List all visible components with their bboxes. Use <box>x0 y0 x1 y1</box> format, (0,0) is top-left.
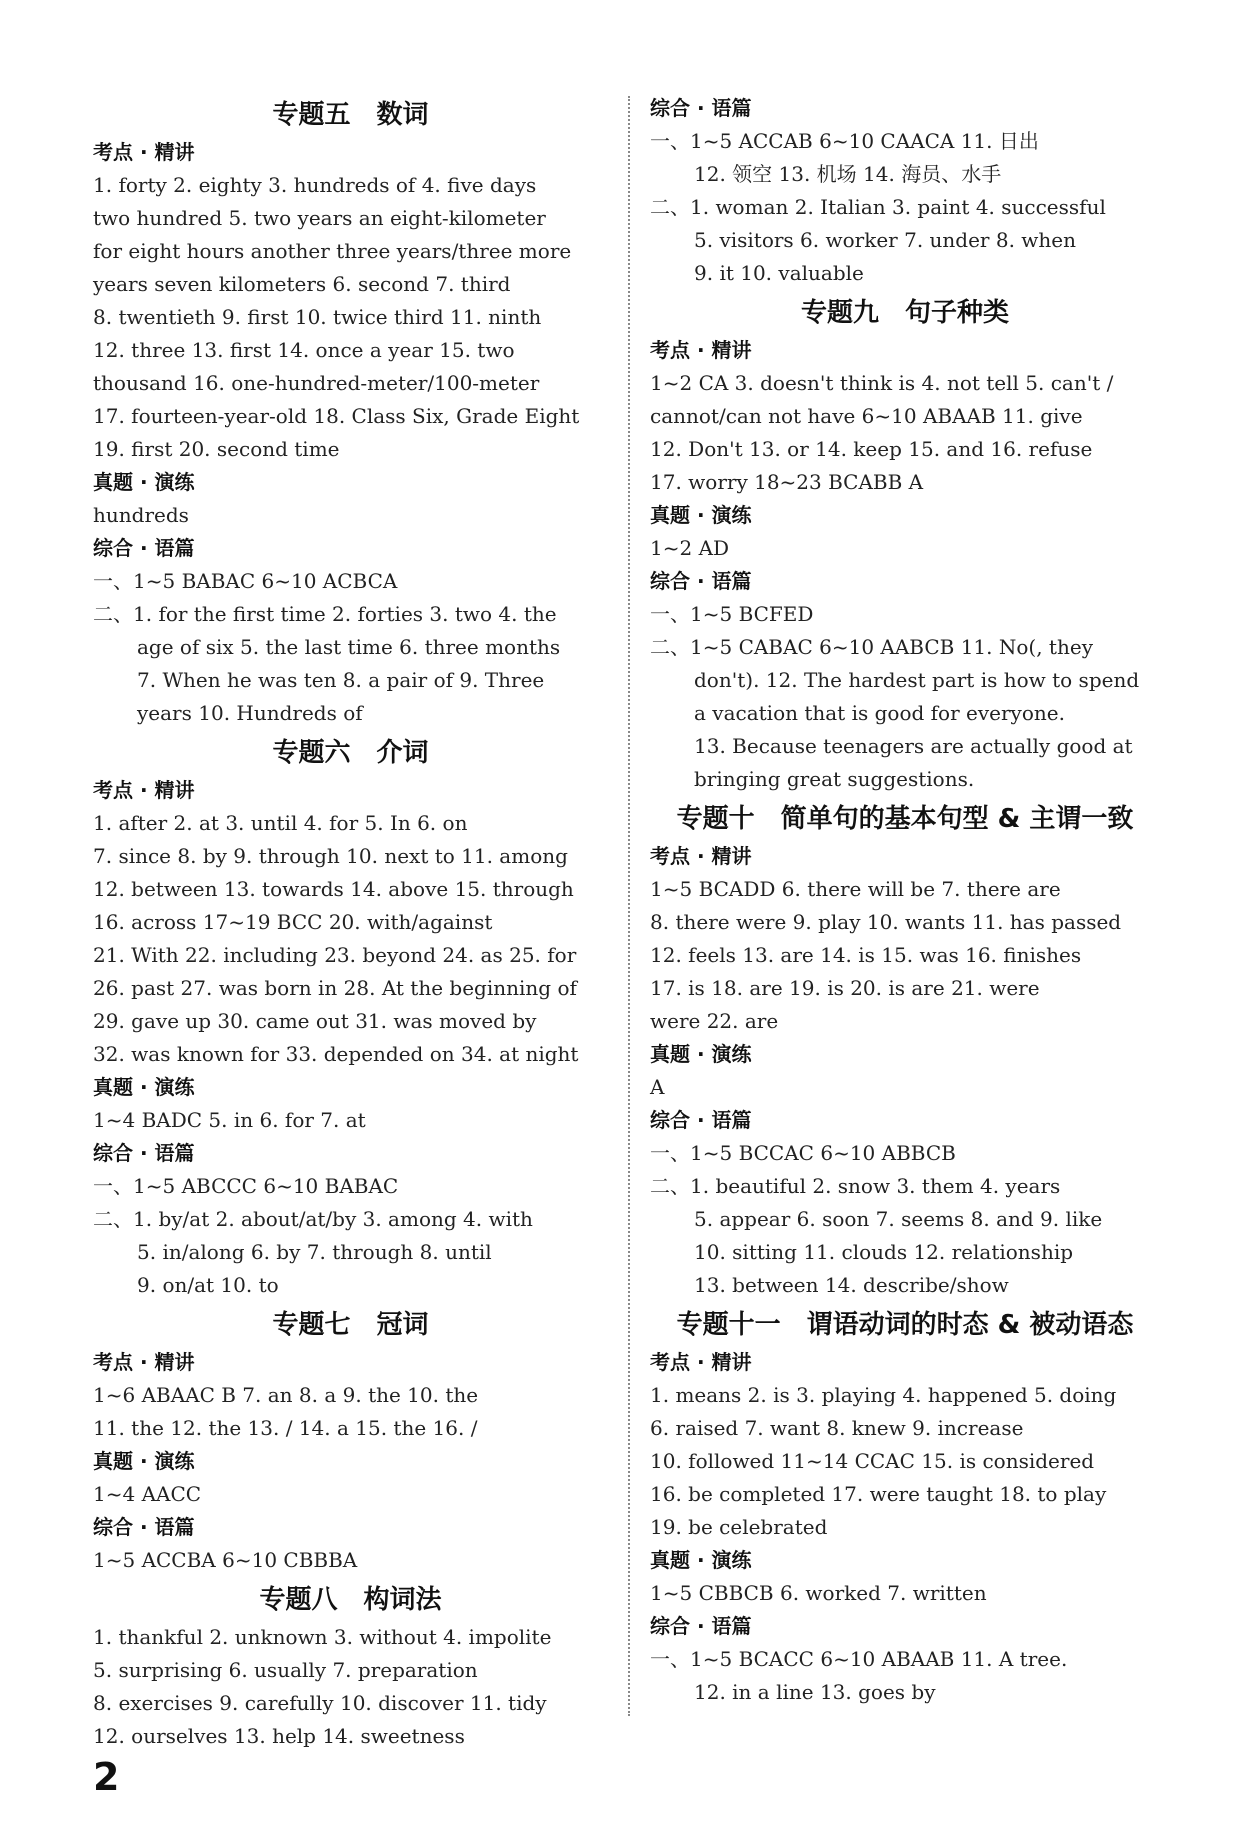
answer-line: 1~2 CA 3. doesn't think is 4. not tell 5. can't / <box>650 371 1114 395</box>
subsection-label: 真题 · 演练 <box>650 503 752 527</box>
answer-line: 一、1~5 BCCAC 6~10 ABBCB <box>650 1141 956 1165</box>
answer-line: 12. ourselves 13. help 14. sweetness <box>93 1724 465 1748</box>
answer-line: 7. since 8. by 9. through 10. next to 11. among <box>93 844 568 868</box>
answer-line: 6. raised 7. want 8. knew 9. increase <box>650 1416 1024 1440</box>
subsection-label: 真题 · 演练 <box>93 1075 195 1099</box>
subsection-label: 综合 · 语篇 <box>650 1614 752 1638</box>
answer-line: 9. it 10. valuable <box>694 261 864 285</box>
answer-line: 17. worry 18~23 BCABB A <box>650 470 924 494</box>
answer-line: two hundred 5. two years an eight-kilometer <box>93 206 546 230</box>
right-column <box>650 92 1160 1709</box>
answer-line: 一、1~5 BCFED <box>650 602 814 626</box>
answer-line: 二、1. woman 2. Italian 3. paint 4. successful <box>650 195 1106 219</box>
answer-line: 10. sitting 11. clouds 12. relationship <box>694 1240 1074 1264</box>
subsection-label: 综合 · 语篇 <box>650 1108 752 1132</box>
subsection-label: 综合 · 语篇 <box>93 536 195 560</box>
subsection-label: 真题 · 演练 <box>650 1548 752 1572</box>
answer-line: 8. there were 9. play 10. wants 11. has passed <box>650 910 1122 934</box>
answer-line: 二、1. by/at 2. about/at/by 3. among 4. with <box>93 1207 533 1231</box>
answer-line: 7. When he was ten 8. a pair of 9. Three <box>137 668 545 692</box>
answer-line: were 22. are <box>650 1009 779 1033</box>
answer-line: 1~5 ACCBA 6~10 CBBBA <box>93 1548 358 1572</box>
answer-line: 1~5 CBBCB 6. worked 7. written <box>650 1581 987 1605</box>
answer-line: cannot/can not have 6~10 ABAAB 11. give <box>650 404 1083 428</box>
section-title: 专题九 句子种类 <box>800 298 1009 328</box>
answer-line: 12. 领空 13. 机场 14. 海员、水手 <box>694 162 1002 186</box>
section-title: 专题五 数词 <box>272 100 429 130</box>
answer-line: 一、1~5 BABAC 6~10 ACBCA <box>93 569 398 593</box>
answer-line: 8. exercises 9. carefully 10. discover 11. tidy <box>93 1691 547 1715</box>
answer-line: 一、1~5 BCACC 6~10 ABAAB 11. A tree. <box>650 1647 1068 1671</box>
answer-line: 1~6 ABAAC B 7. an 8. a 9. the 10. the <box>93 1383 479 1407</box>
answer-line: 8. twentieth 9. first 10. twice third 11. ninth <box>93 305 542 329</box>
left-column <box>93 92 608 1753</box>
subsection-label: 真题 · 演练 <box>93 470 195 494</box>
answer-line: 1. means 2. is 3. playing 4. happened 5. doing <box>650 1383 1117 1407</box>
subsection-label: 考点 · 精讲 <box>93 1350 195 1374</box>
answer-line: hundreds <box>93 503 189 527</box>
answer-line: 5. appear 6. soon 7. seems 8. and 9. like <box>694 1207 1103 1231</box>
answer-line: 32. was known for 33. depended on 34. at night <box>93 1042 579 1066</box>
answer-line: 1. after 2. at 3. until 4. for 5. In 6. on <box>93 811 468 835</box>
answer-line: 13. Because teenagers are actually good at <box>694 734 1133 758</box>
subsection-label: 考点 · 精讲 <box>93 778 195 802</box>
answer-line: 12. in a line 13. goes by <box>694 1680 936 1704</box>
answer-line: 1~4 AACC <box>93 1482 202 1506</box>
page-number: 2 <box>93 1755 120 1799</box>
answer-line: 17. fourteen-year-old 18. Class Six, Grade Eight <box>93 404 580 428</box>
answer-line: 19. first 20. second time <box>93 437 340 461</box>
answer-line: 21. With 22. including 23. beyond 24. as 25. for <box>93 943 577 967</box>
answer-line: 10. followed 11~14 CCAC 15. is considered <box>650 1449 1095 1473</box>
answer-line: 12. between 13. towards 14. above 15. through <box>93 877 574 901</box>
answer-line: years seven kilometers 6. second 7. third <box>93 272 511 296</box>
answer-line: 1. thankful 2. unknown 3. without 4. impolite <box>93 1625 552 1649</box>
answer-line: 19. be celebrated <box>650 1515 828 1539</box>
answer-line: 1~2 AD <box>650 536 730 560</box>
answer-line: don't). 12. The hardest part is how to spend <box>694 668 1140 692</box>
answer-line: 12. Don't 13. or 14. keep 15. and 16. refuse <box>650 437 1093 461</box>
column-divider <box>628 96 630 1716</box>
answer-line: years 10. Hundreds of <box>137 701 363 725</box>
answer-line: A <box>650 1075 665 1099</box>
subsection-label: 考点 · 精讲 <box>93 140 195 164</box>
subsection-label: 综合 · 语篇 <box>650 96 752 120</box>
subsection-label: 考点 · 精讲 <box>650 338 752 362</box>
answer-line: 一、1~5 ACCAB 6~10 CAACA 11. 日出 <box>650 129 1039 153</box>
subsection-label: 真题 · 演练 <box>650 1042 752 1066</box>
answer-line: 13. between 14. describe/show <box>694 1273 1009 1297</box>
answer-line: 12. feels 13. are 14. is 15. was 16. finishes <box>650 943 1082 967</box>
answer-line: 1. forty 2. eighty 3. hundreds of 4. five days <box>93 173 537 197</box>
answer-line: age of six 5. the last time 6. three months <box>137 635 561 659</box>
answer-line: 26. past 27. was born in 28. At the beginning of <box>93 976 577 1000</box>
section-title: 专题七 冠词 <box>272 1310 429 1340</box>
answer-line: 16. across 17~19 BCC 20. with/against <box>93 910 493 934</box>
answer-line: 1~4 BADC 5. in 6. for 7. at <box>93 1108 366 1132</box>
answer-line: 9. on/at 10. to <box>137 1273 279 1297</box>
subsection-label: 综合 · 语篇 <box>650 569 752 593</box>
subsection-label: 综合 · 语篇 <box>93 1141 195 1165</box>
answer-line: 二、1. beautiful 2. snow 3. them 4. years <box>650 1174 1061 1198</box>
subsection-label: 综合 · 语篇 <box>93 1515 195 1539</box>
section-title: 专题十一 谓语动词的时态 & 被动语态 <box>676 1310 1134 1340</box>
subsection-label: 考点 · 精讲 <box>650 844 752 868</box>
answer-line: 1~5 BCADD 6. there will be 7. there are <box>650 877 1061 901</box>
answer-line: 17. is 18. are 19. is 20. is are 21. were <box>650 976 1040 1000</box>
subsection-label: 考点 · 精讲 <box>650 1350 752 1374</box>
section-title: 专题十 简单句的基本句型 & 主谓一致 <box>676 804 1134 834</box>
section-title: 专题八 构词法 <box>259 1585 442 1615</box>
section-title: 专题六 介词 <box>272 738 429 768</box>
answer-line: 29. gave up 30. came out 31. was moved by <box>93 1009 537 1033</box>
answer-line: bringing great suggestions. <box>694 767 975 791</box>
answer-line: a vacation that is good for everyone. <box>694 701 1065 725</box>
answer-line: 一、1~5 ABCCC 6~10 BABAC <box>93 1174 399 1198</box>
subsection-label: 真题 · 演练 <box>93 1449 195 1473</box>
answer-line: 二、1. for the first time 2. forties 3. two 4. the <box>93 602 557 626</box>
answer-line: 16. be completed 17. were taught 18. to play <box>650 1482 1107 1506</box>
answer-line: 二、1~5 CABAC 6~10 AABCB 11. No(, they <box>650 635 1093 659</box>
answer-line: for eight hours another three years/three more <box>93 239 572 263</box>
answer-line: 12. three 13. first 14. once a year 15. two <box>93 338 515 362</box>
answer-line: 5. visitors 6. worker 7. under 8. when <box>694 228 1077 252</box>
answer-line: 5. surprising 6. usually 7. preparation <box>93 1658 478 1682</box>
answer-line: thousand 16. one-hundred-meter/100-meter <box>93 371 540 395</box>
answer-line: 11. the 12. the 13. / 14. a 15. the 16. / <box>93 1416 478 1440</box>
answer-line: 5. in/along 6. by 7. through 8. until <box>137 1240 492 1264</box>
